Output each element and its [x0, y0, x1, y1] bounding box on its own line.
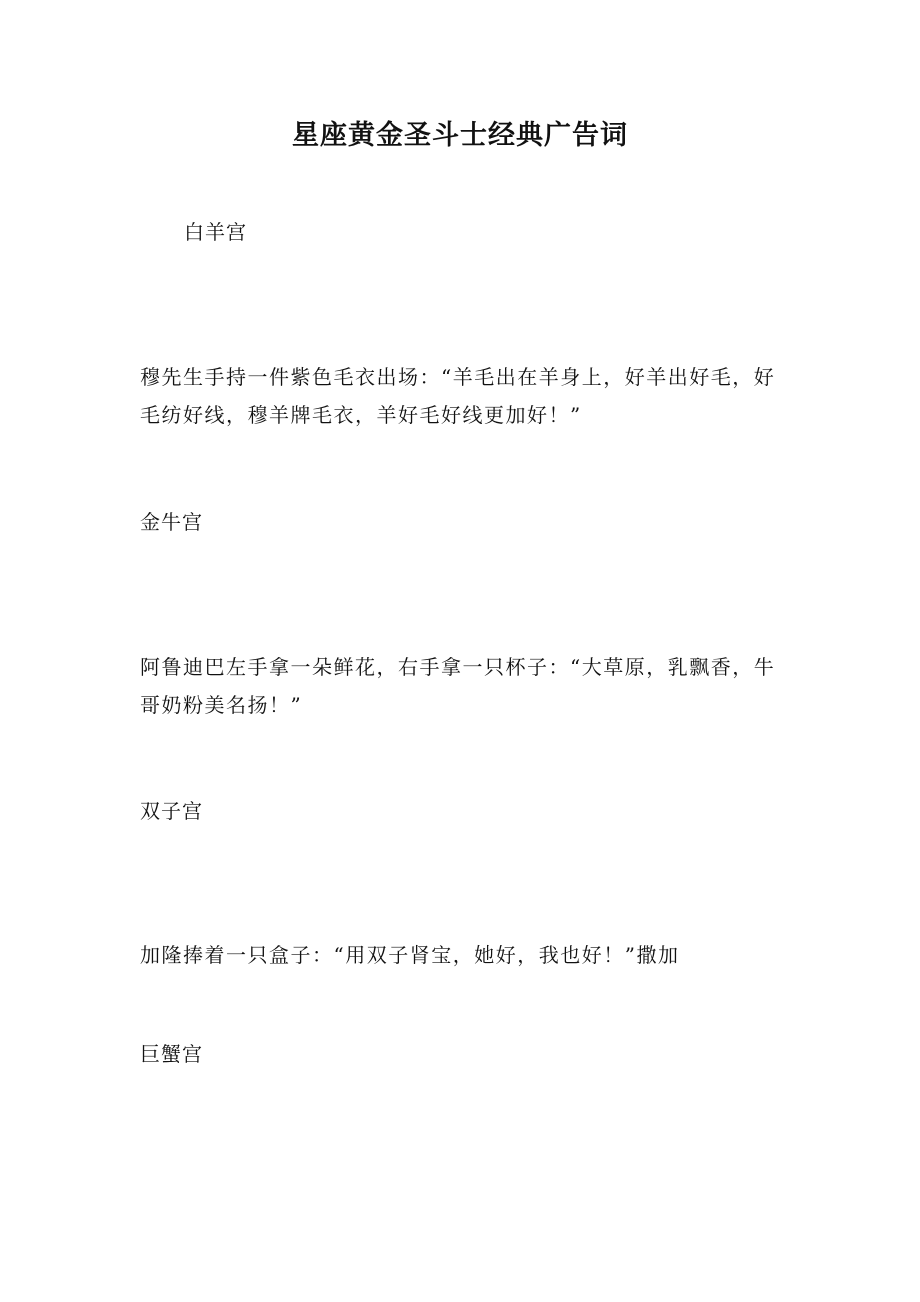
section-paragraph-taurus	[140, 648, 800, 724]
document-title: 星座黄金圣斗士经典广告词	[292, 120, 628, 151]
section-heading-gemini: 双子宫	[140, 799, 203, 823]
section-paragraph-gemini	[140, 936, 800, 974]
paragraph-line: 毛纺好线，穆羊牌毛衣，羊好毛好线更加好！”	[140, 403, 582, 427]
paragraph-line: 穆先生手持一件紫色毛衣出场：“羊毛出在羊身上，好羊出好毛，好	[140, 365, 776, 389]
section-heading-taurus: 金牛宫	[140, 510, 203, 534]
section-heading-aries: 白羊宫	[184, 220, 247, 244]
paragraph-line: 加隆捧着一只盒子：“用双子肾宝，她好，我也好！”撒加	[140, 943, 680, 967]
section-heading-cancer: 巨蟹宫	[140, 1042, 203, 1066]
paragraph-line: 哥奶粉美名扬！”	[140, 693, 303, 717]
section-paragraph-aries	[140, 358, 800, 434]
paragraph-line: 阿鲁迪巴左手拿一朵鲜花，右手拿一只杯子：“大草原，乳飘香，牛	[140, 655, 776, 679]
